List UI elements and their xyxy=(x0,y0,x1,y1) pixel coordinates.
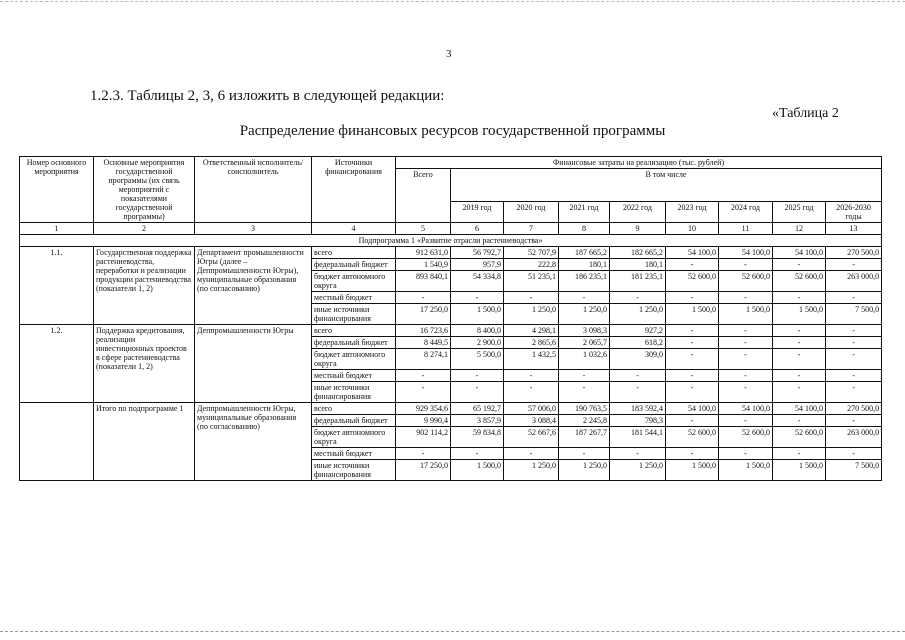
year-value: 1 500,0 xyxy=(719,460,773,481)
table-header xyxy=(20,157,882,223)
year-value: 1 432,5 xyxy=(504,349,559,370)
total-value: 912 631,0 xyxy=(396,247,451,259)
year-value: 1 500,0 xyxy=(719,304,773,325)
year-value: - xyxy=(773,349,826,370)
year-value: 1 250,0 xyxy=(504,460,559,481)
year-value: - xyxy=(719,349,773,370)
year-value: 181 544,1 xyxy=(610,427,666,448)
year-value: - xyxy=(719,337,773,349)
year-value: - xyxy=(773,382,826,403)
year-value: 927,2 xyxy=(610,325,666,337)
year-value: 52 600,0 xyxy=(719,427,773,448)
year-value: - xyxy=(610,382,666,403)
year-value: 180,1 xyxy=(559,259,610,271)
header-total: Всего xyxy=(396,169,451,223)
year-value: 270 500,0 xyxy=(826,247,882,259)
column-number: 1 xyxy=(20,223,94,235)
year-value: - xyxy=(504,382,559,403)
year-value: 180,1 xyxy=(610,259,666,271)
total-value: 9 990,4 xyxy=(396,415,451,427)
total-value: - xyxy=(396,448,451,460)
header-including: В том числе xyxy=(451,169,882,202)
year-value: - xyxy=(504,370,559,382)
year-value: 1 500,0 xyxy=(773,460,826,481)
total-value: 16 723,6 xyxy=(396,325,451,337)
year-value: - xyxy=(826,259,882,271)
header-year: 2025 год xyxy=(773,202,826,223)
funding-source: федеральный бюджет xyxy=(312,337,396,349)
year-value: - xyxy=(451,448,504,460)
year-value: 52 600,0 xyxy=(666,427,719,448)
year-value: 54 100,0 xyxy=(666,403,719,415)
year-value: - xyxy=(826,349,882,370)
executor-name: Деппромышленности Югры xyxy=(195,325,312,403)
activity-number: 1.1. xyxy=(20,247,94,325)
funding-source: всего xyxy=(312,325,396,337)
funding-source: местный бюджет xyxy=(312,370,396,382)
year-value: - xyxy=(666,259,719,271)
year-value: 181 235,1 xyxy=(610,271,666,292)
total-value: 929 354,6 xyxy=(396,403,451,415)
subprogram-row xyxy=(20,235,882,247)
year-value: 1 500,0 xyxy=(666,304,719,325)
year-value: - xyxy=(559,448,610,460)
executor-name: Департамент промышленности Югры (далее – Деппромышленности Югры), муниципальные образования (по согласованию) xyxy=(195,247,312,325)
year-value: 182 665,2 xyxy=(610,247,666,259)
header-year: 2023 год xyxy=(666,202,719,223)
funding-source: федеральный бюджет xyxy=(312,415,396,427)
column-number: 3 xyxy=(195,223,312,235)
header-year: 2020 год xyxy=(504,202,559,223)
total-value: - xyxy=(396,370,451,382)
year-value: - xyxy=(666,415,719,427)
year-value: 52 707,9 xyxy=(504,247,559,259)
year-value: - xyxy=(826,325,882,337)
year-value: 52 667,6 xyxy=(504,427,559,448)
activity-name: Поддержка кредитования, реализации инвестиционных проектов в сфере растениеводства (показатели 1, 2) xyxy=(94,325,195,403)
funding-source: всего xyxy=(312,247,396,259)
year-value: 7 500,0 xyxy=(826,304,882,325)
year-value: - xyxy=(773,448,826,460)
year-value: 263 000,0 xyxy=(826,427,882,448)
column-number: 6 xyxy=(451,223,504,235)
year-value: - xyxy=(666,325,719,337)
year-value: 2 245,8 xyxy=(559,415,610,427)
year-value: 2 065,7 xyxy=(559,337,610,349)
year-value: 183 592,4 xyxy=(610,403,666,415)
year-value: - xyxy=(451,292,504,304)
year-value: 5 500,0 xyxy=(451,349,504,370)
year-value: 187 267,7 xyxy=(559,427,610,448)
year-value: 57 006,0 xyxy=(504,403,559,415)
year-value: - xyxy=(719,415,773,427)
year-value: - xyxy=(666,292,719,304)
year-value: 59 834,8 xyxy=(451,427,504,448)
year-value: - xyxy=(559,292,610,304)
year-value: 4 298,1 xyxy=(504,325,559,337)
year-value: 798,3 xyxy=(610,415,666,427)
year-value: - xyxy=(773,337,826,349)
year-value: - xyxy=(610,292,666,304)
year-value: 270 500,0 xyxy=(826,403,882,415)
year-value: - xyxy=(773,292,826,304)
header-year: 2026-2030 годы xyxy=(826,202,882,223)
year-value: - xyxy=(719,448,773,460)
funding-source: федеральный бюджет xyxy=(312,259,396,271)
header-year: 2019 год xyxy=(451,202,504,223)
year-value: - xyxy=(773,370,826,382)
year-value: - xyxy=(666,448,719,460)
year-value: 1 500,0 xyxy=(666,460,719,481)
year-value: 8 400,0 xyxy=(451,325,504,337)
funding-source: местный бюджет xyxy=(312,292,396,304)
funding-source: иные источники финансирования xyxy=(312,382,396,403)
year-value: - xyxy=(610,370,666,382)
column-number: 2 xyxy=(94,223,195,235)
column-number: 5 xyxy=(396,223,451,235)
funding-source: всего xyxy=(312,403,396,415)
year-value: 54 100,0 xyxy=(773,403,826,415)
funding-source: бюджет автономного округа xyxy=(312,271,396,292)
year-value: 52 600,0 xyxy=(666,271,719,292)
year-value: - xyxy=(559,370,610,382)
funding-source: бюджет автономного округа xyxy=(312,349,396,370)
year-value: - xyxy=(559,382,610,403)
header-year: 2021 год xyxy=(559,202,610,223)
year-value: 1 500,0 xyxy=(451,460,504,481)
year-value: 54 100,0 xyxy=(719,403,773,415)
year-value: - xyxy=(451,382,504,403)
activity-number xyxy=(20,403,94,481)
year-value: 1 250,0 xyxy=(504,304,559,325)
year-value: 1 032,6 xyxy=(559,349,610,370)
activity-name: Государственная поддержка растениеводства, переработки и реализации продукции растениеводства (показатели 1, 2) xyxy=(94,247,195,325)
table-row xyxy=(20,325,882,337)
year-value: 1 250,0 xyxy=(559,304,610,325)
total-value: 902 114,2 xyxy=(396,427,451,448)
year-value: - xyxy=(451,370,504,382)
year-value: 65 192,7 xyxy=(451,403,504,415)
total-value: 17 250,0 xyxy=(396,460,451,481)
year-value: 54 100,0 xyxy=(666,247,719,259)
year-value: - xyxy=(826,337,882,349)
year-value: 52 600,0 xyxy=(773,427,826,448)
column-number: 4 xyxy=(312,223,396,235)
year-value: - xyxy=(826,370,882,382)
year-value: 3 857,9 xyxy=(451,415,504,427)
total-value: - xyxy=(396,382,451,403)
year-value: 51 235,1 xyxy=(504,271,559,292)
year-value: 309,0 xyxy=(610,349,666,370)
page-edge-top xyxy=(0,1,905,2)
total-value: - xyxy=(396,292,451,304)
executor-name: Деппромышленности Югры, муниципальные образования (по согласованию) xyxy=(195,403,312,481)
table-row xyxy=(20,247,882,259)
financial-table xyxy=(19,156,882,481)
header-activities: Основные мероприятия государственной программы (их связь мероприятий с показателями государственной программы) xyxy=(94,157,195,223)
year-value: 618,2 xyxy=(610,337,666,349)
year-value: - xyxy=(826,382,882,403)
activity-number: 1.2. xyxy=(20,325,94,403)
year-value: 56 792,7 xyxy=(451,247,504,259)
column-number: 13 xyxy=(826,223,882,235)
year-value: 1 500,0 xyxy=(773,304,826,325)
year-value: 1 250,0 xyxy=(559,460,610,481)
year-value: - xyxy=(826,415,882,427)
total-value: 17 250,0 xyxy=(396,304,451,325)
year-value: 957,9 xyxy=(451,259,504,271)
funding-source: иные источники финансирования xyxy=(312,460,396,481)
column-numbers-row xyxy=(20,223,882,235)
year-value: 7 500,0 xyxy=(826,460,882,481)
total-value: 8 449,5 xyxy=(396,337,451,349)
document-title: Распределение финансовых ресурсов государственной программы xyxy=(239,123,666,139)
year-value: - xyxy=(719,370,773,382)
year-value: - xyxy=(504,448,559,460)
year-value: - xyxy=(719,382,773,403)
instruction-text: 1.2.3. Таблицы 2, 3, 6 изложить в следующей редакции: xyxy=(90,88,445,104)
year-value: 190 763,5 xyxy=(559,403,610,415)
year-value: - xyxy=(773,259,826,271)
subprogram-heading: Подпрограмма 1 «Развитие отрасли растениеводства» xyxy=(20,235,882,247)
year-value: 1 250,0 xyxy=(610,460,666,481)
year-value: - xyxy=(719,292,773,304)
funding-source: бюджет автономного округа xyxy=(312,427,396,448)
year-value: 2 900,0 xyxy=(451,337,504,349)
year-value: 52 600,0 xyxy=(773,271,826,292)
year-value: 1 250,0 xyxy=(610,304,666,325)
column-number: 7 xyxy=(504,223,559,235)
year-value: - xyxy=(666,337,719,349)
column-number: 11 xyxy=(719,223,773,235)
year-value: 263 000,0 xyxy=(826,271,882,292)
header-costs: Финансовые затраты на реализацию (тыс. рублей) xyxy=(396,157,882,169)
table-body xyxy=(20,223,882,481)
year-value: 54 100,0 xyxy=(719,247,773,259)
funding-source: иные источники финансирования xyxy=(312,304,396,325)
column-number: 8 xyxy=(559,223,610,235)
year-value: - xyxy=(826,292,882,304)
table-row xyxy=(20,403,882,415)
year-value: 222,8 xyxy=(504,259,559,271)
year-value: 54 334,8 xyxy=(451,271,504,292)
total-value: 1 540,9 xyxy=(396,259,451,271)
year-value: 1 500,0 xyxy=(451,304,504,325)
year-value: 3 088,4 xyxy=(504,415,559,427)
total-value: 893 840,1 xyxy=(396,271,451,292)
column-number: 10 xyxy=(666,223,719,235)
table-label: «Таблица 2 xyxy=(772,106,839,121)
header-executor: Ответственный исполнитель/ соисполнитель xyxy=(195,157,312,223)
activity-name: Итого по подпрограмме 1 xyxy=(94,403,195,481)
year-value: - xyxy=(666,382,719,403)
year-value: 54 100,0 xyxy=(773,247,826,259)
header-number: Номер основного мероприятия xyxy=(20,157,94,223)
total-value: 8 274,1 xyxy=(396,349,451,370)
year-value: - xyxy=(504,292,559,304)
column-number: 12 xyxy=(773,223,826,235)
year-value: 186 235,1 xyxy=(559,271,610,292)
year-value: - xyxy=(773,415,826,427)
header-year: 2024 год xyxy=(719,202,773,223)
header-sources: Источники финансирования xyxy=(312,157,396,223)
header-year: 2022 год xyxy=(610,202,666,223)
year-value: - xyxy=(610,448,666,460)
year-value: 52 600,0 xyxy=(719,271,773,292)
year-value: - xyxy=(719,259,773,271)
column-number: 9 xyxy=(610,223,666,235)
year-value: 187 665,2 xyxy=(559,247,610,259)
year-value: - xyxy=(666,370,719,382)
page-edge-bottom xyxy=(0,631,905,632)
year-value: 2 865,6 xyxy=(504,337,559,349)
funding-source: местный бюджет xyxy=(312,448,396,460)
year-value: - xyxy=(719,325,773,337)
year-value: 3 098,3 xyxy=(559,325,610,337)
year-value: - xyxy=(773,325,826,337)
year-value: - xyxy=(666,349,719,370)
page-number: 3 xyxy=(446,48,452,60)
year-value: - xyxy=(826,448,882,460)
